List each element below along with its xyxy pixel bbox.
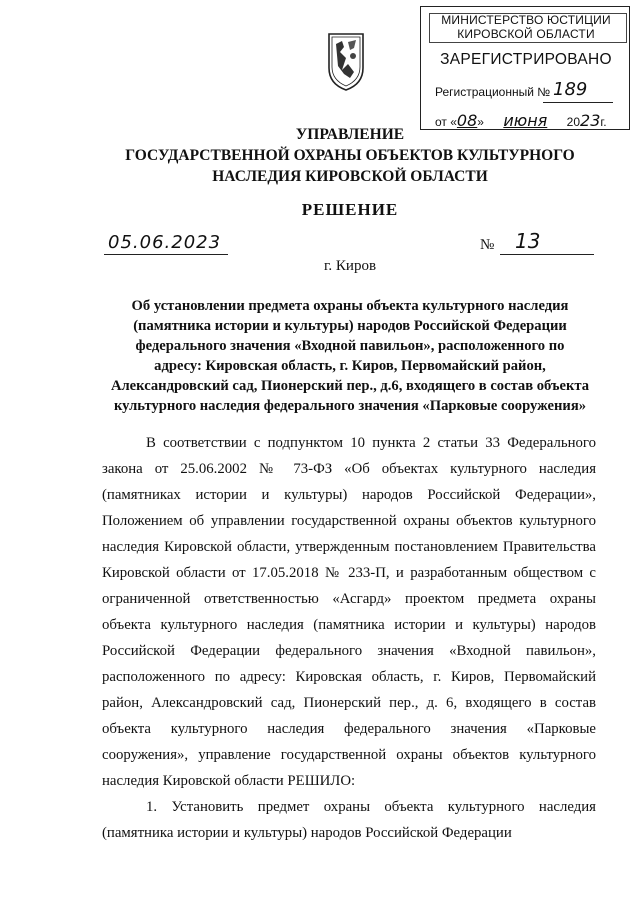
stamp-registered: ЗАРЕГИСТРИРОВАНО xyxy=(440,51,612,68)
stamp-year-suffix: 23 xyxy=(580,111,601,130)
stamp-year-prefix: 20 xyxy=(566,115,581,129)
stamp-month: июня xyxy=(503,111,548,130)
title-line: Александровский сад, Пионерский пер., д.6, входящего в состав объекта xyxy=(110,378,590,394)
stamp-day: 08 xyxy=(456,111,478,130)
city: г. Киров xyxy=(323,258,377,274)
decision-number-label: № xyxy=(480,237,495,253)
date-underline xyxy=(104,254,228,255)
stamp-ministry-line1: МИНИСТЕРСТВО ЮСТИЦИИ xyxy=(441,13,611,27)
organization-heading xyxy=(0,124,640,187)
decision-title xyxy=(108,296,592,416)
body-paragraph-2: 1. Установить предмет охраны объекта культурного наследия (памятника истории и культуры) народов Российской Федерации xyxy=(102,799,596,841)
title-line: культурного наследия федерального значения «Парковые сооружения» xyxy=(113,398,587,414)
document-body xyxy=(102,430,596,846)
title-line: адресу: Кировская область, г. Киров, Первомайский район, xyxy=(154,358,546,374)
title-line: федерального значения «Входной павильон», расположенного по xyxy=(135,338,565,354)
number-underline xyxy=(500,254,594,255)
decision-number: 13 xyxy=(515,229,541,253)
stamp-year-end: г. xyxy=(600,115,607,129)
body-paragraph-1: В соответствии с подпунктом 10 пункта 2 статьи 33 Федерального закона от 25.06.2002 № 73-ФЗ «Об объектах культурного наследия (памятниках истории и культуры) народов Российской Федерации», Положением об управлении государственной охраны объектов культурного наследия Кировской области, утвержденным постановлением Правительства Кировской области от 17.05.2018 № 233-П, и разработанным обществом с ограниченной ответственностью «Асгард» проектом предмета охраны объекта культурного наследия (памятника истории и культуры) народов Российской Федерации федерального значения «Входной павильон», расположенного по адресу: Кировская область, г. Киров, Первомайский район, Александровский сад, Пионерский пер., д. 6, входящего в состав объекта культурного наследия федерального значения «Парковые сооружения», управление государственной охраны объектов культурного наследия Кировской области РЕШИЛО: xyxy=(102,435,596,789)
decision-heading: РЕШЕНИЕ xyxy=(301,200,399,219)
registration-stamp xyxy=(420,6,630,130)
stamp-reg-number: 189 xyxy=(553,79,588,100)
org-line-2: ГОСУДАРСТВЕННОЙ ОХРАНЫ ОБЪЕКТОВ КУЛЬТУРНОГО xyxy=(125,147,575,164)
org-line-3: НАСЛЕДИЯ КИРОВСКОЙ ОБЛАСТИ xyxy=(212,168,488,185)
stamp-number-underline xyxy=(543,102,613,103)
title-line: Об установлении предмета охраны объекта культурного наследия xyxy=(131,298,569,314)
stamp-from-prefix: от « xyxy=(435,115,457,129)
title-line: (памятника истории и культуры) народов Российской Федерации xyxy=(133,318,567,334)
stamp-from-mid: » xyxy=(477,115,484,129)
org-line-1: УПРАВЛЕНИЕ xyxy=(295,126,405,143)
stamp-reg-number-label: Регистрационный № xyxy=(435,85,551,99)
stamp-ministry-line2: КИРОВСКОЙ ОБЛАСТИ xyxy=(457,27,595,41)
coat-of-arms-icon xyxy=(326,30,366,92)
decision-date: 05.06.2023 xyxy=(108,232,222,253)
